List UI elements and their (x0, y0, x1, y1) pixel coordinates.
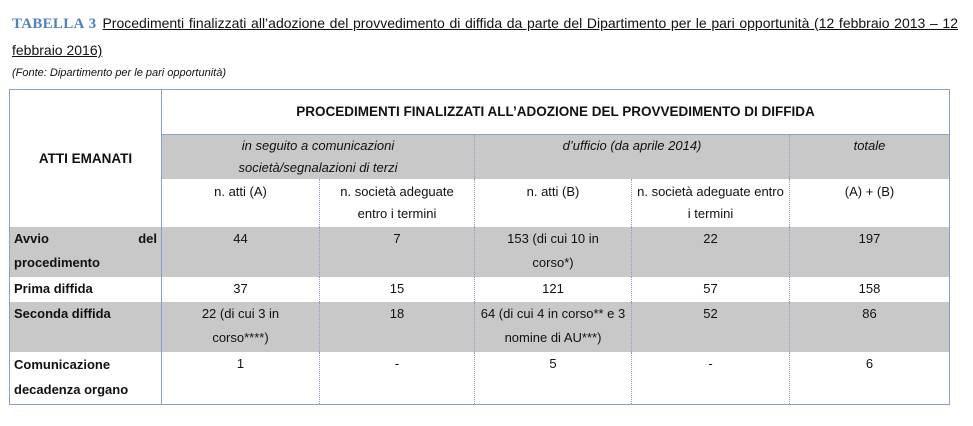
cell-atti-b: 153 (di cui 10 in corso*) (475, 227, 632, 277)
group-header-ufficio: d’ufficio (da aprile 2014) (475, 135, 790, 180)
group-header-totale: totale (790, 135, 950, 180)
row-label: Comunicazione decadenza organo (10, 352, 162, 404)
cell-soc-b: 52 (632, 302, 790, 352)
table-caption (12, 10, 958, 63)
cell-soc-b: - (632, 352, 790, 404)
table-row (10, 352, 950, 404)
cell-atti-b: 5 (475, 352, 632, 404)
table-row (10, 302, 950, 352)
caption-title: Procedimenti finalizzati all’adozione del provvedimento di diffida da parte del Dipartimento per le pari opportunità (12 febbraio 2013 – 12 febbraio 2016) (12, 15, 958, 58)
cell-soc-a: 7 (320, 227, 475, 277)
procedimenti-table (9, 89, 950, 405)
row-label-part: procedimento (14, 255, 100, 270)
table-row (10, 227, 950, 277)
cell-atti-a: 1 (162, 352, 320, 404)
cell-atti-a: 22 (di cui 3 in corso****) (162, 302, 320, 352)
cell-soc-a: 18 (320, 302, 475, 352)
caption-source: (Fonte: Dipartimento per le pari opportunità) (12, 67, 226, 79)
col-header-atti-b: n. atti (B) (475, 179, 632, 227)
atti-emanati-header: ATTI EMANATI (10, 90, 162, 228)
cell-tot: 6 (790, 352, 950, 404)
row-label-part: Avvio (14, 231, 49, 246)
table-row (10, 277, 950, 302)
cell-tot: 158 (790, 277, 950, 302)
group-header-terzi: in seguito a comunicazioni società/segnalazioni di terzi (162, 135, 475, 180)
cell-tot: 197 (790, 227, 950, 277)
col-header-soc-b: n. società adeguate entro i termini (632, 179, 790, 227)
cell-atti-a: 37 (162, 277, 320, 302)
cell-soc-a: 15 (320, 277, 475, 302)
row-label: Seconda diffida (10, 302, 162, 352)
cell-atti-b: 121 (475, 277, 632, 302)
row-label (10, 227, 162, 277)
cell-soc-a: - (320, 352, 475, 404)
caption-label: TABELLA 3 (12, 16, 97, 32)
col-header-soc-a: n. società adeguate entro i termini (320, 179, 475, 227)
cell-soc-b: 57 (632, 277, 790, 302)
cell-soc-b: 22 (632, 227, 790, 277)
cell-atti-b: 64 (di cui 4 in corso** e 3 nomine di AU***) (475, 302, 632, 352)
cell-tot: 86 (790, 302, 950, 352)
row-label: Prima diffida (10, 277, 162, 302)
col-header-atti-a: n. atti (A) (162, 179, 320, 227)
row-label-part: del (138, 231, 157, 246)
cell-atti-a: 44 (162, 227, 320, 277)
col-header-tot: (A) + (B) (790, 179, 950, 227)
main-header: PROCEDIMENTI FINALIZZATI ALL’ADOZIONE DEL PROVVEDIMENTO DI DIFFIDA (162, 90, 950, 135)
